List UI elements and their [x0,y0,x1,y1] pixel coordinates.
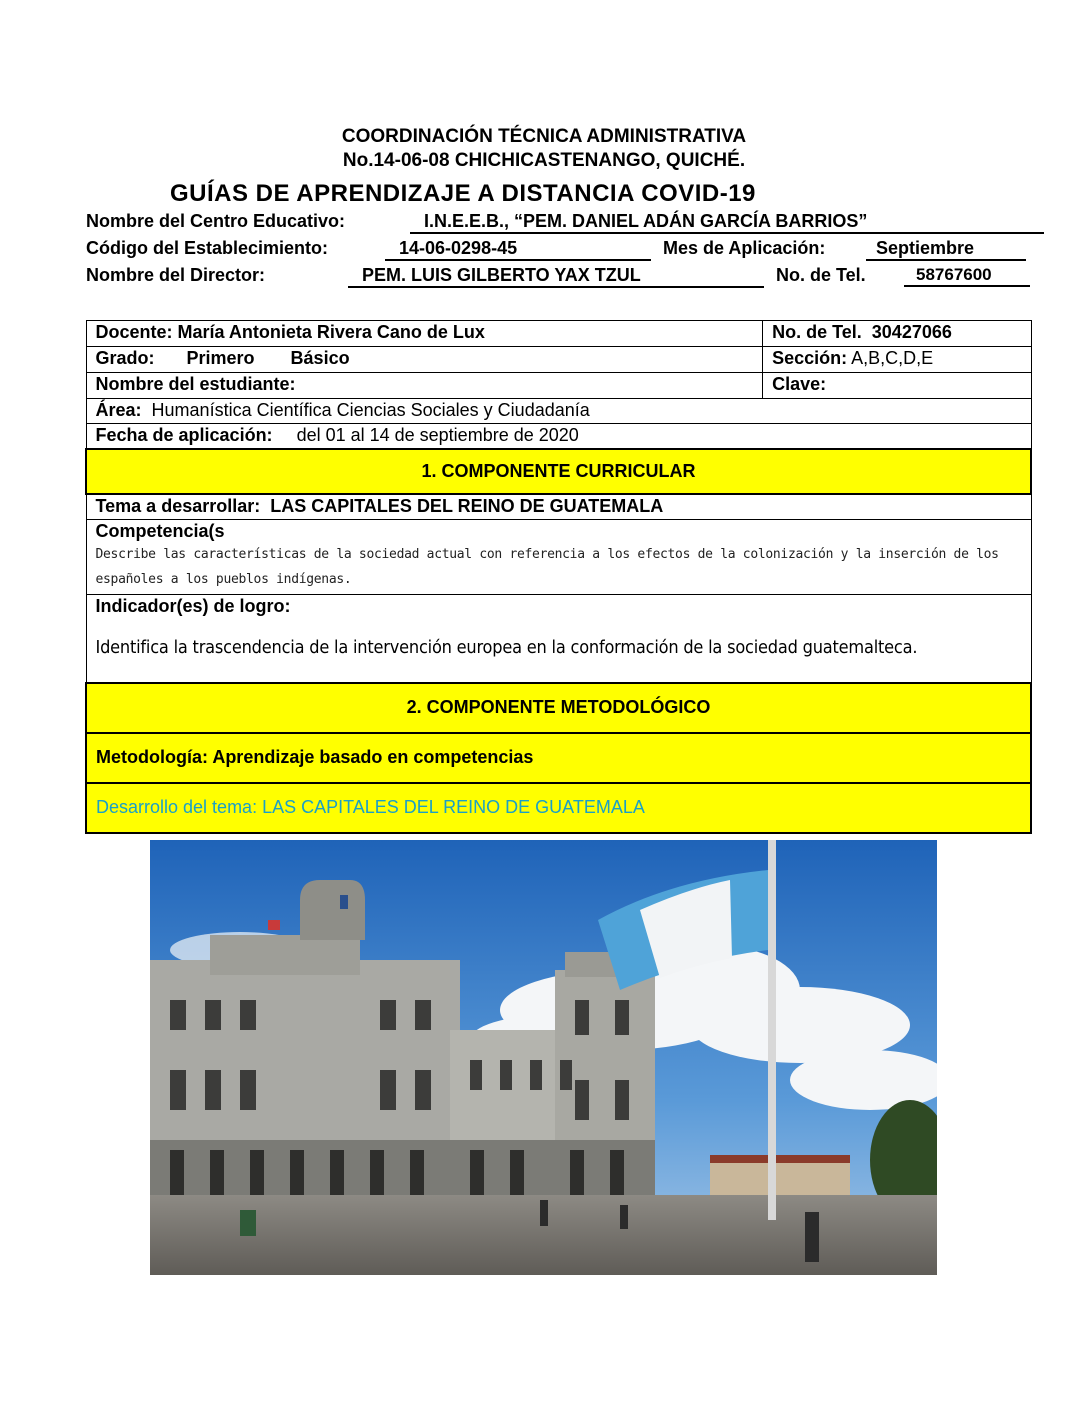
area-label: Área: [95,400,142,420]
mes-label: Mes de Aplicación: [663,238,826,258]
header-coordination: COORDINACIÓN TÉCNICA ADMINISTRATIVA [341,126,747,147]
section-2-title: 2. COMPONENTE METODOLÓGICO [86,683,1031,733]
area-cell [86,399,1031,424]
grado-value-2: Básico [290,348,350,368]
director-value: PEM. LUIS GILBERTO YAX TZUL [348,265,764,288]
tel-label: No. de Tel. [776,265,866,285]
indicador-cell [86,595,1031,683]
tel-value: 58767600 [904,265,1030,287]
clave-cell: Clave: [763,373,1031,399]
guide-title: GUÍAS DE APRENDIZAJE A DISTANCIA COVID-19 [170,180,756,207]
centro-label: Nombre del Centro Educativo: [86,211,346,231]
flag-pole [768,840,776,1220]
docente-cell: Docente: María Antonieta Rivera Cano de Lux [86,321,763,347]
grado-cell [86,347,763,373]
tema-label: Tema a desarrollar: [95,495,261,516]
palace-photo [150,840,937,1275]
seccion-cell [763,347,1031,373]
tema-value: LAS CAPITALES DEL REINO DE GUATEMALA [270,495,664,516]
tel-docente-value: 30427066 [871,322,952,342]
centro-value: I.N.E.E.B., “PEM. DANIEL ADÁN GARCÍA BARRIOS” [410,211,1044,234]
tel-docente-label: No. de Tel. [772,322,862,342]
competencia-label: Competencia(s [95,521,225,541]
seccion-value: A,B,C,D,E [851,348,934,368]
indicador-label: Indicador(es) de logro: [95,596,291,616]
seccion-label: Sección: [772,348,848,368]
area-value: Humanística Científica Ciencias Sociales y Ciudadanía [151,400,590,420]
desarrollo-cell: Desarrollo del tema: LAS CAPITALES DEL REINO DE GUATEMALA [86,783,1031,833]
small-flag-blue [340,895,348,909]
header-location: No.14-06-08 CHICHICASTENANGO, QUICHÉ. [342,150,746,171]
mes-value: Septiembre [866,238,1026,261]
grado-label: Grado: [95,348,155,368]
small-flag-red [268,920,280,930]
director-label: Nombre del Director: [86,265,266,285]
fecha-cell [86,424,1031,449]
indicador-text: Identifica la trascendencia de la intervención europea en la conformación de la sociedad guatemalteca. [95,637,918,658]
tel-docente-cell [763,321,1031,347]
competencia-text: Describe las características de la sociedad actual con referencia a los efectos de la colonización y la inserción de los españoles a los pueblos indígenas. [95,547,999,587]
codigo-value: 14-06-0298-45 [385,238,651,261]
guide-table [85,320,1032,834]
palace-illustration [150,840,937,1275]
tema-cell [86,494,1031,520]
section-1-title: 1. COMPONENTE CURRICULAR [86,449,1031,494]
fecha-label: Fecha de aplicación: [95,425,273,445]
estudiante-cell: Nombre del estudiante: [86,373,763,399]
competencia-cell [86,520,1031,595]
codigo-label: Código del Establecimiento: [86,238,329,258]
grado-value-1: Primero [186,348,255,368]
metodologia-cell: Metodología: Aprendizaje basado en competencias [86,733,1031,783]
fecha-value: del 01 al 14 de septiembre de 2020 [296,425,579,445]
